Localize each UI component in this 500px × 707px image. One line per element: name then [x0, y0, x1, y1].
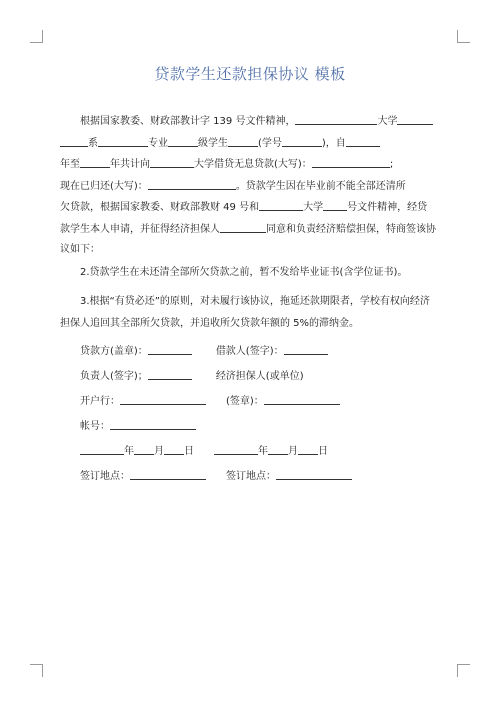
page-corner-mark-bottom-left: [30, 664, 43, 677]
blank-university-2[interactable]: [259, 200, 303, 211]
label-lender: 贷款方(盖章)：: [80, 346, 148, 357]
text: 3.根据“有贷必还”的原则，对未履行该协议，拖延还款期限者，学校有权向经济: [80, 296, 430, 307]
text: )，自: [321, 137, 346, 149]
page-corner-mark-bottom-right: [457, 664, 470, 677]
blank-student-id[interactable]: [282, 136, 322, 147]
label-account: 帐号：: [80, 421, 110, 432]
signature-row-6: [60, 469, 442, 494]
label-place: 签订地点：: [80, 471, 130, 482]
page-corner-mark-top-right: [457, 30, 470, 43]
blank-lender-seal[interactable]: [148, 344, 192, 355]
label-bank: 开户行：: [80, 396, 120, 407]
text: 2.贷款学生在未还清全部所欠贷款之前，暂不发给毕业证书(含学位证书)。: [80, 266, 408, 278]
signature-row-3: [60, 394, 442, 419]
blank-borrower-day[interactable]: [298, 444, 318, 455]
text: 专业: [148, 137, 168, 149]
blank-borrower-place[interactable]: [276, 469, 352, 480]
blank-lender-place[interactable]: [130, 469, 206, 480]
blank-lender-year[interactable]: [80, 444, 124, 455]
paragraph-1-line-4: [60, 179, 442, 201]
label-borrower: 借款人(签字)：: [215, 346, 284, 357]
text: 大学: [303, 202, 324, 213]
signature-row-4: [60, 419, 442, 444]
text: 议如下：: [60, 244, 100, 255]
paragraph-1-line-3: [60, 157, 442, 179]
blank-borrower-year[interactable]: [214, 444, 258, 455]
label-year: 年: [258, 446, 268, 457]
text: 款学生本人申请，并征得经济担保人: [60, 223, 220, 235]
blank-end-year[interactable]: [80, 157, 110, 168]
blank-name[interactable]: [228, 136, 258, 147]
text: (学号: [258, 137, 282, 149]
blank-bank[interactable]: [120, 394, 206, 405]
label-place: 签订地点：: [226, 471, 276, 482]
paragraph-1-line-7: [60, 243, 442, 265]
label-day: 日: [184, 446, 194, 457]
text: 级学生: [198, 137, 228, 149]
blank-repaid-amount[interactable]: [148, 179, 236, 190]
blank-borrower-signature[interactable]: [284, 344, 328, 355]
label-month: 月: [288, 446, 298, 457]
text: 年至: [60, 159, 80, 170]
text: 大学: [377, 116, 398, 127]
paragraph-1-line-5: [60, 200, 442, 222]
blank-department[interactable]: [60, 136, 88, 147]
blank-major[interactable]: [98, 136, 148, 147]
document-title: 贷款学生还款担保协议 模板: [154, 65, 346, 83]
blank-lender-day[interactable]: [164, 444, 184, 455]
blank-grade[interactable]: [168, 136, 198, 147]
clause-3-line-1: [60, 295, 442, 317]
text: 现在已归还(大写)：: [60, 180, 148, 192]
clause-3-line-2: [60, 317, 442, 339]
signature-row-2: [60, 369, 442, 394]
text: 年共计向: [110, 159, 150, 170]
paragraph-1-line-6: [60, 222, 442, 244]
label-year: 年: [124, 446, 134, 457]
blank-account-number[interactable]: [110, 419, 196, 430]
text: 欠贷款，根据国家教委、财政部教财 49 号和: [60, 202, 260, 213]
blank-loan-amount[interactable]: [312, 157, 390, 168]
label-guarantor: 经济担保人(或单位): [215, 371, 304, 382]
blank-faculty[interactable]: [397, 114, 433, 125]
paragraph-1-line-1: [60, 114, 442, 136]
text: 根据国家教委、财政部教计字 139 号文件精神，: [80, 116, 296, 127]
text: ;: [389, 159, 394, 170]
paragraph-1-line-2: [60, 136, 442, 158]
label-responsible: 负责人(签字)；: [80, 371, 148, 382]
text: 大学借贷无息贷款(大写)：: [194, 159, 312, 170]
blank-lender-month[interactable]: [134, 444, 154, 455]
blank-guarantor-seal[interactable]: [264, 394, 340, 405]
label-month: 月: [154, 446, 164, 457]
blank-document-number[interactable]: [323, 200, 347, 211]
text: 系: [88, 137, 98, 149]
blank-university[interactable]: [295, 114, 377, 125]
blank-responsible-signature[interactable]: [148, 369, 192, 380]
clause-2: [60, 266, 442, 288]
text: 。贷款学生因在毕业前不能全部还清所: [235, 180, 406, 192]
signature-row-5: [60, 444, 442, 469]
blank-lender-university[interactable]: [150, 157, 194, 168]
blank-guarantor[interactable]: [220, 222, 266, 233]
document-body: [60, 114, 442, 494]
signature-row-1: [60, 344, 442, 369]
label-seal: (签章)：: [226, 396, 264, 407]
text: 同意和负责经济赔偿担保，特商签该协: [266, 223, 436, 235]
text: 担保人追回其全部所欠贷款，并追收所欠贷款年额的 5%的滞纳金。: [60, 317, 360, 329]
page-corner-mark-top-left: [30, 30, 43, 43]
blank-start-year[interactable]: [346, 136, 380, 147]
text: 号文件精神，经贷: [347, 202, 428, 213]
blank-borrower-month[interactable]: [268, 444, 288, 455]
label-day: 日: [318, 446, 328, 457]
